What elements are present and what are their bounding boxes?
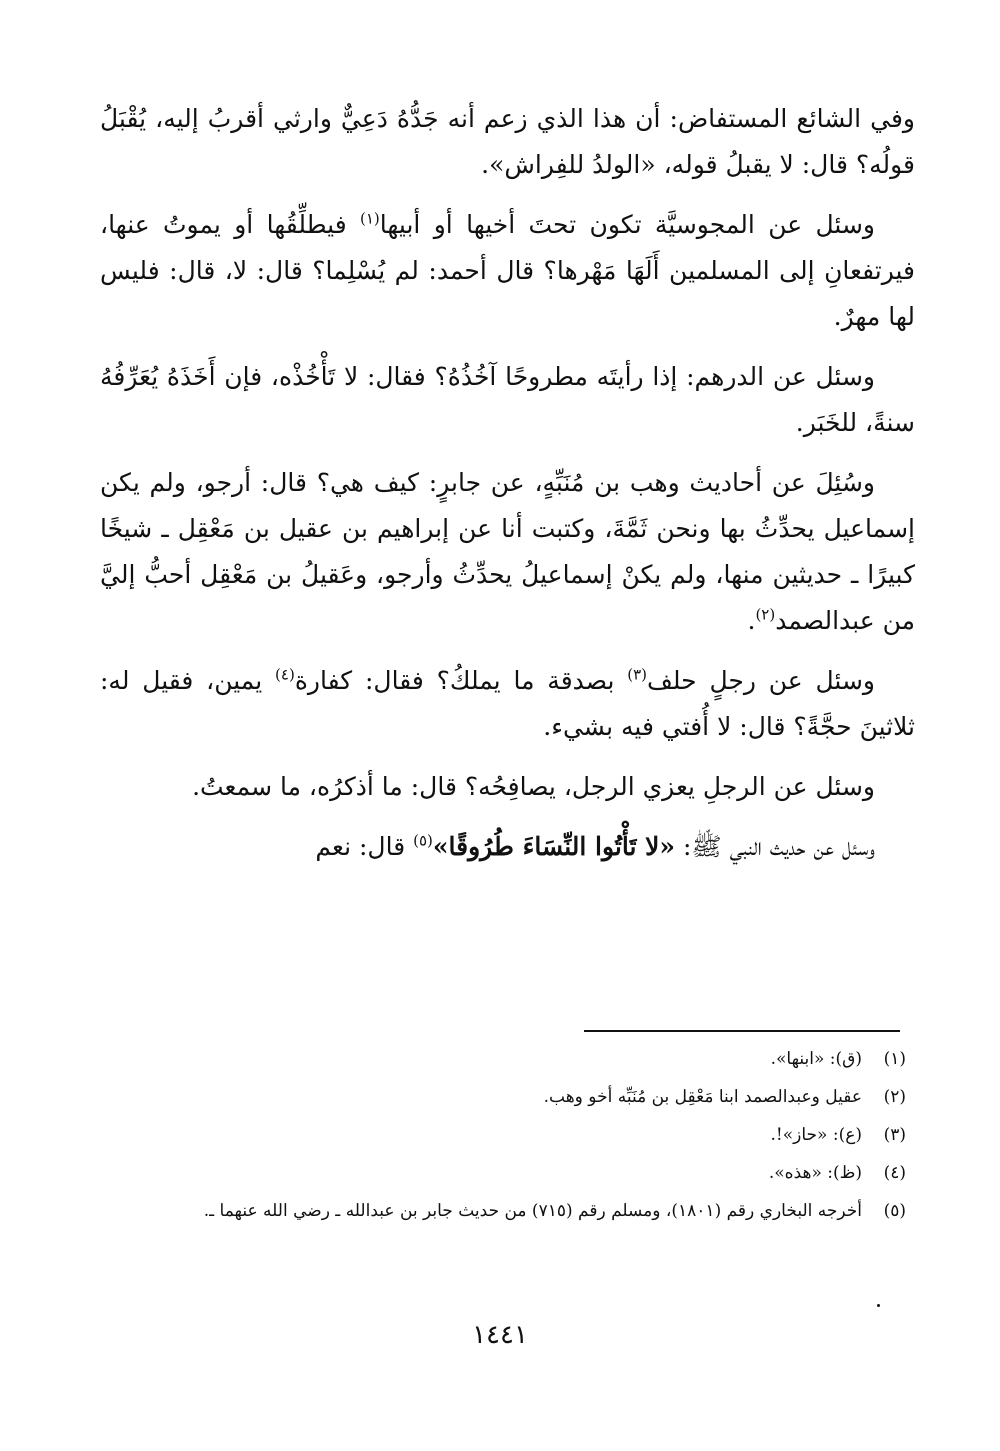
footnote-4: [100, 1158, 906, 1188]
footnote-5: [100, 1196, 906, 1226]
paragraph-1-text: وفي الشائع المستفاض: أن هذا الذي زعم أنه جَدُّهُ دَعِيٌّ وارثي أقربُ إليه، يُقْبَلُ قولُه؟ قال: لا يقبلُ قوله، «الولدُ للفِراش».: [100, 104, 915, 179]
hadith-quote: «لا تَأْتُوا النِّسَاءَ طُرُوقًا»: [432, 832, 676, 861]
paragraph-7: [100, 824, 915, 870]
footnote-marker-2[interactable]: (٢): [755, 605, 776, 624]
paragraph-4-text-a: وسُئِلَ عن أحاديث وهب بن مُنَبِّهٍ، عن جابرٍ: كيف هي؟ قال: أرجو، ولم يكن إسماعيل يحدِّثُ بها ونحن ثَمَّةَ، وكتبت أنا عن إبراهيم بن عقيل بن مَعْقِل ـ شيخًا كبيرًا ـ حديثين منها، ولم يكنْ إسماعيلُ يحدِّثُ وأرجو، وعَقيلُ بن مَعْقِل أحبُّ إليَّ من عبدالصمد: [100, 468, 915, 635]
paragraph-2-text-b: فيطلِّقُها أو يموتُ عنها، فيرتفعانِ إلى المسلمين أَلَهَا مَهْرها؟ قال أحمد: لم يُسْلِما؟ قال: لا، قال: فليس لها مهرٌ.: [100, 210, 915, 331]
footnote-text: عقيل وعبدالصمد ابنا مَعْقِل بن مُنَبِّه أخو وهب.: [543, 1087, 862, 1107]
footnote-number: (٥): [883, 1201, 906, 1221]
paragraph-5: [100, 658, 915, 750]
paragraph-6-text: وسئل عن الرجلِ يعزي الرجل، يصافِحُه؟ قال: ما أذكرُه، ما سمعتُ.: [192, 772, 875, 801]
paragraph-6: [100, 764, 915, 810]
paragraph-7-text-a: وسئل عن حديث النبي ﷺ:: [675, 832, 875, 861]
footnote-separator: [584, 1030, 900, 1032]
footnote-number: (٢): [883, 1087, 906, 1107]
main-text: [100, 96, 915, 884]
footnote-marker-3[interactable]: (٣): [627, 665, 648, 684]
footnote-number: (٣): [883, 1125, 906, 1145]
footnote-text: (ع): «حاز»!.: [770, 1125, 862, 1145]
stray-dot: [877, 1304, 880, 1307]
paragraph-5-text-a: وسئل عن رجلٍ حلف: [647, 666, 875, 695]
paragraph-3-text: وسئل عن الدرهم: إذا رأيتَه مطروحًا آخُذُهُ؟ فقال: لا تَأْخُذْه، فإن أَخَذَهُ يُعَرِّفُهُ سنةً، للخَبَر.: [100, 362, 915, 437]
footnote-marker-5[interactable]: (٥): [413, 831, 433, 850]
footnote-number: (١): [883, 1049, 906, 1069]
footnote-3: [100, 1120, 906, 1150]
footnote-text: (ظ): «هذه».: [768, 1163, 862, 1183]
paragraph-2: [100, 202, 915, 340]
paragraph-1: [100, 96, 915, 188]
paragraph-3: [100, 354, 915, 446]
footnote-number: (٤): [883, 1163, 906, 1183]
footnote-marker-4[interactable]: (٤): [275, 665, 295, 684]
paragraph-7-text-b: قال: نعم: [315, 832, 414, 861]
footnote-marker-1[interactable]: (١): [360, 209, 380, 228]
paragraph-5-text-c: يمين، فقيل له: ثلاثينَ حجَّةً؟ قال: لا أُفتي فيه بشيء.: [100, 666, 915, 741]
page-number: ١٤٤١: [472, 1320, 528, 1350]
footnote-text: (ق): «ابنها».: [770, 1049, 862, 1069]
paragraph-2-text-a: وسئل عن المجوسيَّة تكون تحتَ أخيها أو أبيها: [379, 210, 875, 239]
paragraph-4-text-b: .: [747, 606, 756, 635]
footnote-text: أخرجه البخاري رقم (١٨٠١)، ومسلم رقم (٧١٥) من حديث جابر بن عبدالله ـ رضي الله عنهما ـ.: [203, 1201, 862, 1221]
footnote-2: [100, 1082, 906, 1112]
paragraph-4: [100, 460, 915, 644]
footnote-1: [100, 1044, 906, 1074]
footnotes: [100, 1044, 906, 1234]
paragraph-5-text-b: بصدقة ما يملكُ؟ فقال: كفارة: [294, 666, 628, 695]
